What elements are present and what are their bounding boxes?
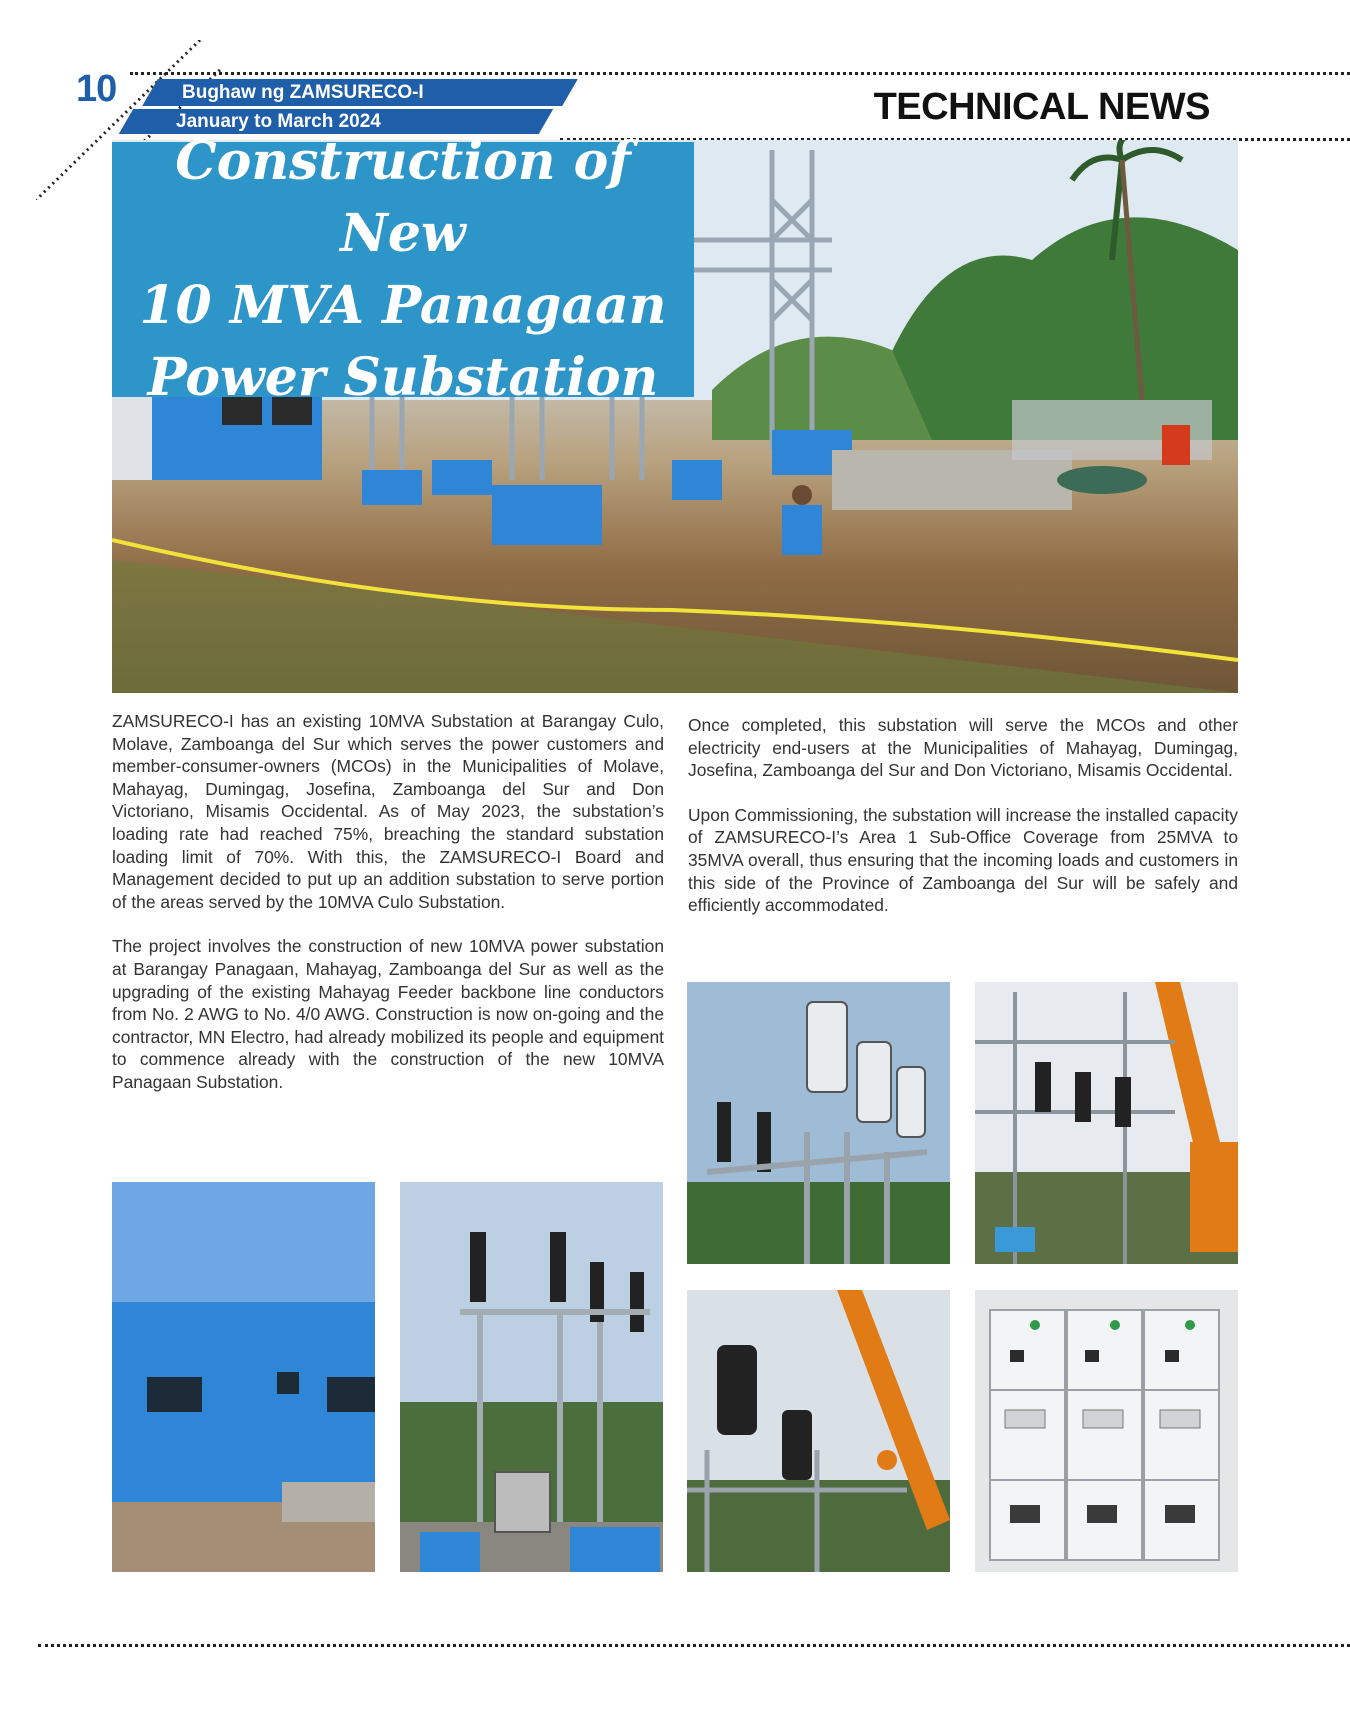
title-line-2: 10 MVA Panagaan	[139, 274, 667, 336]
paragraph: Upon Commissioning, the substation will increase the installed capacity of ZAMSURECO-I’s Area 1 Sub-Office Coverage from 25MVA to 35MVA overall, thus ensuring that the incoming loads and customers in this side of the Province of Zamboanga del Sur will be safely and efficiently accommodated.	[688, 804, 1238, 916]
publication-name: Bughaw ng ZAMSURECO-I	[182, 82, 424, 103]
photo-crane-install	[975, 982, 1238, 1264]
section-title: TECHNICAL NEWS	[873, 86, 1210, 128]
photo-transformer-lifting	[687, 1290, 950, 1572]
top-dotted-rule	[130, 72, 1350, 75]
paragraph: Once completed, this substation will serve the MCOs and other electricity end-users at the Municipalities of Mahayag, Dumingag, Josefina, Zamboanga del Sur and Don Victoriano, Misamis Occidental.	[688, 715, 1238, 781]
title-line-3: Power Substation	[147, 346, 659, 408]
bottom-dotted-rule	[38, 1644, 1350, 1647]
paragraph: The project involves the construction of new 10MVA power substation at Barangay Panagaan, Mahayag, Zamboanga del Sur as well as the upgrading of the existing Mahayag Feeder backbone line conductors from No. 2 AWG to No. 4/0 AWG. Construction is now on-going and the contractor, MN Electro, had already mobilized its people and equipment to commence already with the construction of the new 10MVA Panagaan Substation.	[112, 936, 664, 1092]
article-column-right	[688, 714, 1238, 939]
issue-period: January to March 2024	[176, 111, 381, 132]
paragraph: ZAMSURECO-I has an existing 10MVA Substation at Barangay Culo, Molave, Zamboanga del Sur which serves the power customers and member-consumer-owners (MCOs) in the Municipalities of Molave, Mahayag, Dumingag, Josefina, Zamboanga del Sur and Don Victoriano, Misamis Occidental. As of May 2023, the substation’s loading rate had reached 75%, breaching the standard substation loading limit of 70%. With this, the ZAMSURECO-I Board and Management decided to put up an addition substation to serve portion of the areas served by the 10MVA Culo Substation.	[112, 711, 664, 912]
title-line-1: Construction of New	[175, 130, 631, 264]
photo-disconnect-switches	[400, 1182, 663, 1572]
photo-switchgear-panels	[975, 1290, 1238, 1572]
photo-control-building	[112, 1182, 375, 1572]
page-number: 10	[76, 68, 117, 110]
article-column-left	[112, 710, 664, 1116]
publication-band	[142, 79, 578, 106]
article-title	[123, 126, 683, 414]
article-title-box	[112, 130, 694, 408]
photo-breakers-closeup	[687, 982, 950, 1264]
